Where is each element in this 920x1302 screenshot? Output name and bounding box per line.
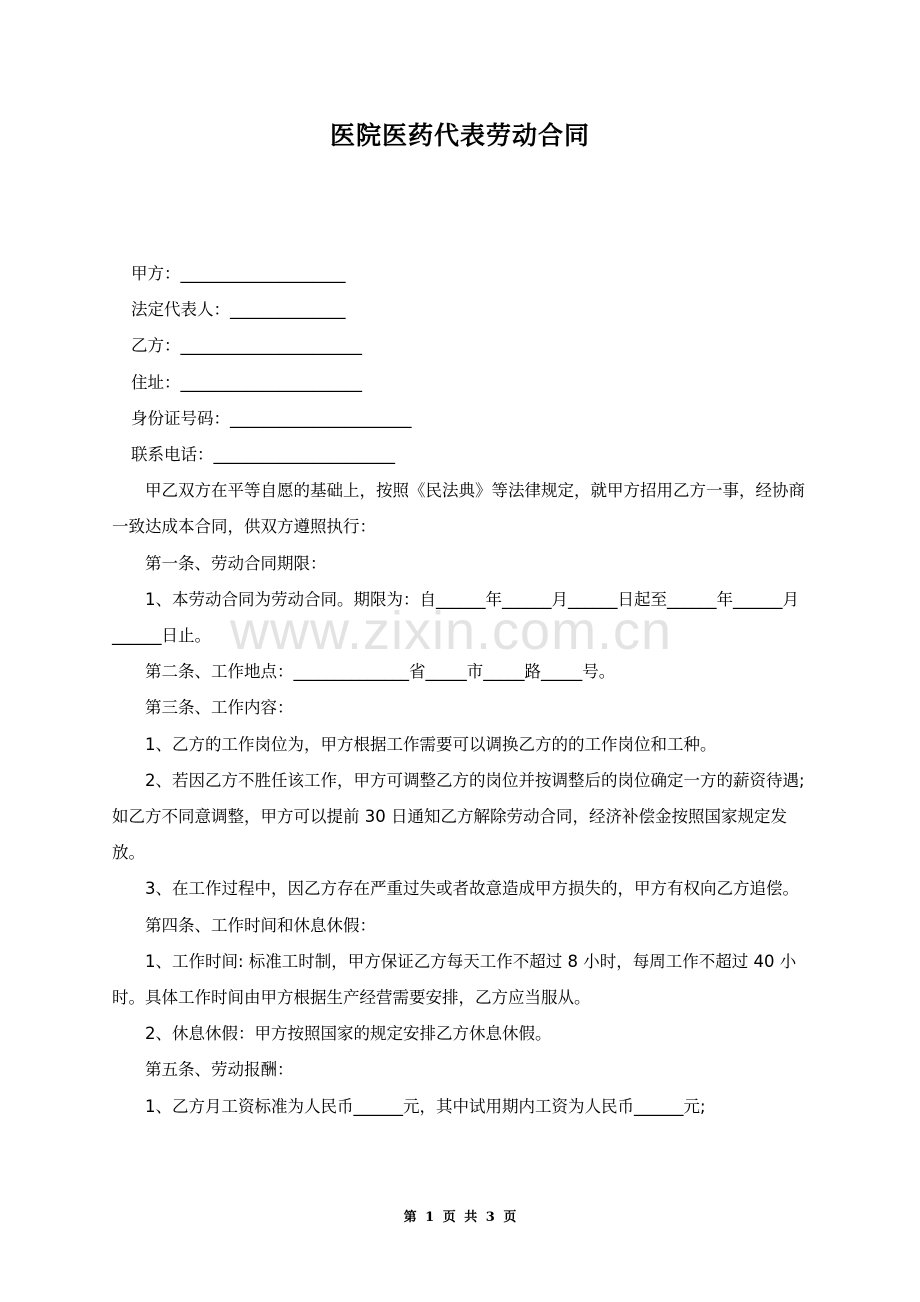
page-footer: 第 1 页 共 3 页 xyxy=(403,1210,517,1225)
document-body xyxy=(112,256,812,1125)
field-party-a: 甲方：____________________ xyxy=(131,264,346,283)
field-party-b: 乙方：______________________ xyxy=(131,336,362,356)
article-3-clause-3: 3、在工作过程中，因乙方存在严重过失或者故意造成甲方损失的，甲方有权向乙方追偿。 xyxy=(145,879,799,899)
article-4-heading: 第四条、工作时间和休息休假： xyxy=(145,915,376,935)
article-4-clause-2: 2、休息休假：甲方按照国家的规定安排乙方休息休假。 xyxy=(145,1024,552,1044)
article-4-clause-1: 1、工作时间: 标准工时制，甲方保证乙方每天工作不超过 8 小时，每周工作不超过 40 小时。具体工作时间由甲方根据生产经营需要安排，乙方应当服从。 xyxy=(112,951,797,1008)
article-3-heading: 第三条、工作内容： xyxy=(145,698,294,718)
field-legal-representative: 法定代表人：______________ xyxy=(131,300,346,320)
watermark-text: www.zixin.com.cn xyxy=(230,601,673,661)
document-title: 医院医药代表劳动合同 xyxy=(329,121,590,150)
article-5-heading: 第五条、劳动报酬： xyxy=(145,1060,294,1080)
article-1-heading: 第一条、劳动合同期限： xyxy=(145,553,327,573)
field-address: 住址：______________________ xyxy=(131,372,362,392)
article-1-clause-1: 1、本劳动合同为劳动合同。期限为：自______年______月______日起至______年______月______日止。 xyxy=(112,589,799,646)
article-2-heading: 第二条、工作地点：______________省_____市_____路_____号。 xyxy=(145,662,616,682)
field-phone: 联系电话：______________________ xyxy=(131,445,395,465)
article-3-clause-2: 2、若因乙方不胜任该工作，甲方可调整乙方的岗位并按调整后的岗位确定一方的薪资待遇;如乙方不同意调整，甲方可以提前 30 日通知乙方解除劳动合同，经济补偿金按照国家规定发放。 xyxy=(112,770,805,863)
paragraph-intro: 甲乙双方在平等自愿的基础上，按照《民法典》等法律规定，就甲方招用乙方一事，经协商一致达成本合同，供双方遵照执行： xyxy=(112,481,805,537)
article-5-clause-1: 1、乙方月工资标准为人民币______元，其中试用期内工资为人民币______元; xyxy=(145,1096,706,1116)
field-id-number: 身份证号码：______________________ xyxy=(131,408,412,428)
article-3-clause-1: 1、乙方的工作岗位为，甲方根据工作需要可以调换乙方的的工作岗位和工种。 xyxy=(145,734,717,754)
